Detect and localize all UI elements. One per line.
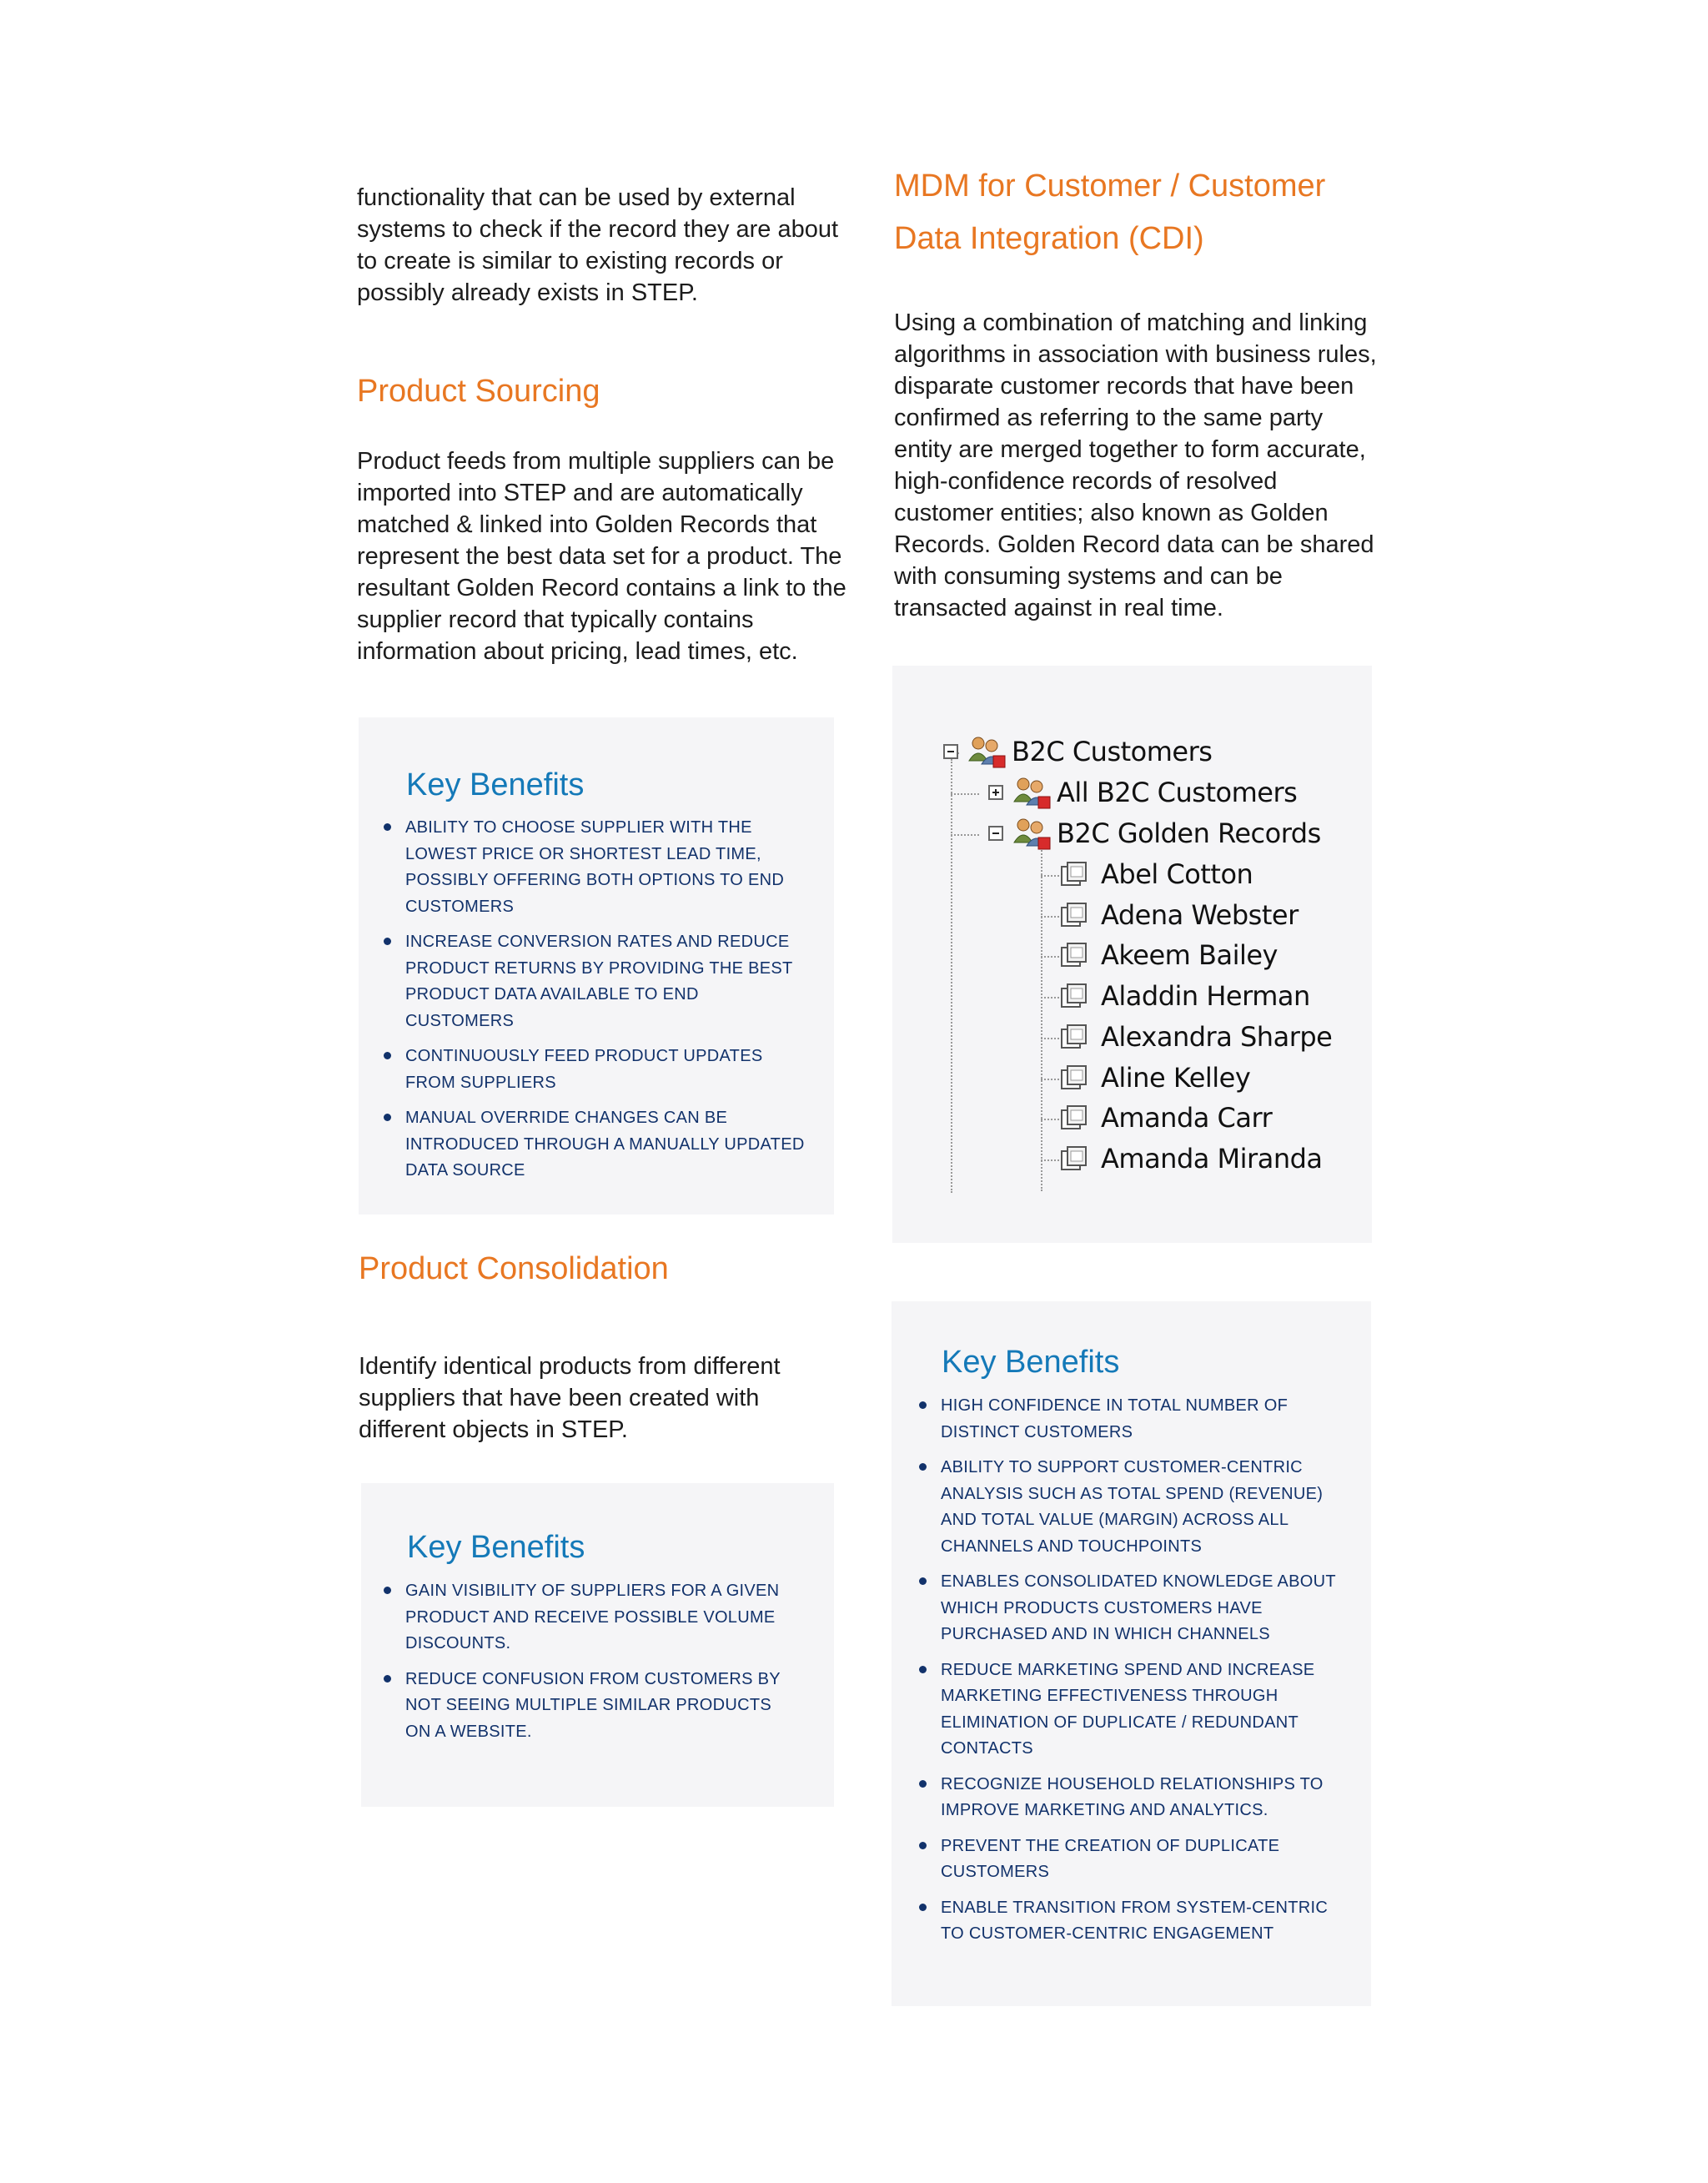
list-item: GAIN VISIBILITY OF SUPPLIERS FOR A GIVEN PRODUCT AND RECEIVE POSSIBLE VOLUME DISCOUNTS. [384,1578,801,1657]
tree-label: Amanda Miranda [1101,1142,1323,1174]
key-benefits-title: Key Benefits [407,1530,585,1565]
list-item: ENABLE TRANSITION FROM SYSTEM-CENTRIC TO CUSTOMER-CENTRIC ENGAGEMENT [919,1895,1349,1948]
customer-tree-panel [892,666,1372,1243]
list-item: ABILITY TO SUPPORT CUSTOMER-CENTRIC ANALYSIS SUCH AS TOTAL SPEND (REVENUE) AND TOTAL VALUE (MARGIN) ACROSS ALL CHANNELS AND TOUCHPOINTS [919,1455,1349,1560]
tree-label: Adena Webster [1101,898,1299,931]
cdi-body: Using a combination of matching and linking algorithms in association with business rules, disparate customer records that have been confirmed as referring to the same party entity are merged together to form accurate, high-confidence records of resolved customer entities; also known as Golden Records. Golden Record data can be shared with consuming systems and can be transacted against in real time. [894,309,1377,621]
list-item: REDUCE MARKETING SPEND AND INCREASE MARKETING EFFECTIVENESS THROUGH ELIMINATION OF DUPLICATE / REDUNDANT CONTACTS [919,1657,1349,1763]
cdi-heading: MDM for Customer / Customer Data Integration (CDI) [894,169,1326,256]
cdi-benefits-list [919,1393,1349,1948]
customer-group-icon [967,734,1007,769]
record-icon [1059,1104,1089,1132]
product-consolidation-benefits-list [384,1578,801,1745]
cdi-benefits-box [892,1301,1371,2006]
tree-label: Amanda Carr [1101,1102,1273,1134]
tree-node-b2c-golden-records[interactable] [988,814,1321,853]
tree-label: Akeem Bailey [1101,939,1278,972]
product-consolidation-heading: Product Consolidation [359,1251,669,1286]
tree-label: All B2C Customers [1057,777,1298,808]
product-consolidation-body: Identify identical products from different suppliers that have been created with different objects in STEP. [359,1353,781,1443]
record-icon [1059,901,1089,929]
key-benefits-title: Key Benefits [406,767,585,802]
key-benefits-title: Key Benefits [942,1345,1120,1380]
product-sourcing-benefits-box [359,717,834,1215]
tree-record-item[interactable] [1059,1139,1323,1178]
tree-record-item[interactable] [1059,977,1310,1015]
product-sourcing-benefits-list [384,815,805,1185]
tree-node-all-b2c-customers[interactable] [988,773,1297,812]
list-item: REDUCE CONFUSION FROM CUSTOMERS BY NOT SEEING MULTIPLE SIMILAR PRODUCTS ON A WEBSITE. [384,1667,801,1746]
list-item: MANUAL OVERRIDE CHANGES CAN BE INTRODUCED THROUGH A MANUALLY UPDATED DATA SOURCE [384,1105,805,1185]
customer-group-icon [1012,775,1052,810]
tree-node-b2c-customers[interactable] [943,732,1212,771]
tree-record-item[interactable] [1059,1018,1332,1056]
tree-record-item[interactable] [1059,1059,1250,1097]
tree-record-item[interactable] [1059,936,1278,974]
record-icon [1059,1023,1089,1051]
list-item: PREVENT THE CREATION OF DUPLICATE CUSTOMERS [919,1833,1349,1886]
customer-group-icon [1012,816,1052,851]
expand-icon[interactable] [988,785,1003,800]
list-item: CONTINUOUSLY FEED PRODUCT UPDATES FROM SUPPLIERS [384,1044,805,1096]
record-icon [1059,860,1089,888]
tree-label: Aline Kelley [1101,1061,1251,1094]
tree-label: B2C Customers [1012,736,1213,767]
list-item: HIGH CONFIDENCE IN TOTAL NUMBER OF DISTINCT CUSTOMERS [919,1393,1349,1446]
record-icon [1059,1064,1089,1092]
list-item: ABILITY TO CHOOSE SUPPLIER WITH THE LOWEST PRICE OR SHORTEST LEAD TIME, POSSIBLY OFFERING BOTH OPTIONS TO END CUSTOMERS [384,815,805,920]
tree-label: Alexandra Sharpe [1101,1020,1333,1053]
tree-label: B2C Golden Records [1057,817,1321,849]
product-sourcing-body: Product feeds from multiple suppliers can be imported into STEP and are automatically matched & linked into Golden Records that represent the best data set for a product. The resultant Golden Record contains a link to the supplier record that typically contains information about pricing, lead times, etc. [357,448,846,665]
product-consolidation-benefits-box [361,1483,834,1807]
tree-label: Abel Cotton [1101,858,1253,890]
list-item: ENABLES CONSOLIDATED KNOWLEDGE ABOUT WHICH PRODUCTS CUSTOMERS HAVE PURCHASED AND IN WHICH CHANNELS [919,1569,1349,1648]
collapse-icon[interactable] [988,826,1003,841]
tree-record-item[interactable] [1059,855,1253,893]
intro-paragraph: functionality that can be used by external systems to check if the record they are about to create is similar to existing records or possibly already exists in STEP. [357,184,839,306]
tree-label: Aladdin Herman [1101,980,1310,1013]
list-item: INCREASE CONVERSION RATES AND REDUCE PRODUCT RETURNS BY PROVIDING THE BEST PRODUCT DATA AVAILABLE TO END CUSTOMERS [384,929,805,1034]
record-icon [1059,941,1089,969]
tree-record-item[interactable] [1059,896,1299,934]
product-sourcing-heading: Product Sourcing [357,374,600,409]
tree-record-item[interactable] [1059,1099,1272,1137]
collapse-icon[interactable] [943,744,958,759]
list-item: RECOGNIZE HOUSEHOLD RELATIONSHIPS TO IMPROVE MARKETING AND ANALYTICS. [919,1772,1349,1824]
record-icon [1059,982,1089,1010]
record-icon [1059,1144,1089,1173]
